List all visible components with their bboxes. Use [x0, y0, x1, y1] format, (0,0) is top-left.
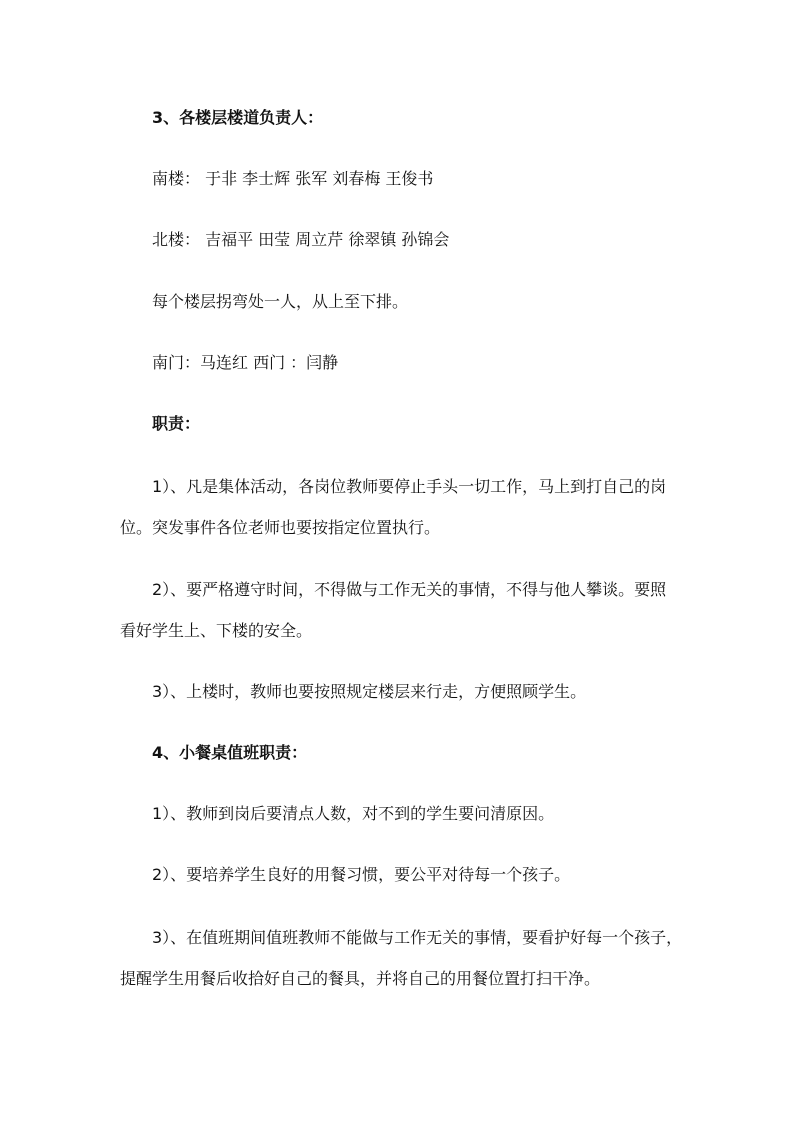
section3-duty2-line1: 2）、要严格遵守时间，不得做与工作无关的事情，不得与他人攀谈。要照	[152, 580, 667, 599]
section3-duty3: 3）、上楼时，教师也要按照规定楼层来行走，方便照顾学生。	[152, 682, 587, 701]
section3-duty1-line1: 1）、凡是集体活动，各岗位教师要停止手头一切工作，马上到打自己的岗	[152, 477, 667, 496]
section4-duty2: 2）、要培养学生良好的用餐习惯，要公平对待每一个孩子。	[152, 865, 571, 884]
section4-heading: 4、小餐桌值班职责：	[152, 743, 308, 762]
section3-duty1-line2: 位。突发事件各位老师也要按指定位置执行。	[120, 518, 441, 537]
duties-heading: 职责：	[152, 414, 201, 433]
section4-duty1: 1）、教师到岗后要清点人数，对不到的学生要问清原因。	[152, 804, 555, 823]
north-building-staff: 北楼： 吉福平 田莹 周立芹 徐翠镇 孙锦会	[152, 230, 450, 249]
gate-staff: 南门：马连红 西门 ：闫静	[152, 353, 339, 372]
section4-duty3-line1: 3）、在值班期间值班教师不能做与工作无关的事情，要看护好每一个孩子，	[152, 928, 683, 947]
section3-duty2-line2: 看好学生上、下楼的安全。	[120, 621, 313, 640]
each-floor-note: 每个楼层拐弯处一人，从上至下排。	[152, 292, 409, 311]
section3-heading: 3、各楼层楼道负责人：	[152, 108, 324, 127]
section4-duty3-line2: 提醒学生用餐后收拾好自己的餐具，并将自己的用餐位置打扫干净。	[120, 969, 601, 988]
south-building-staff: 南楼： 于非 李士辉 张军 刘春梅 王俊书	[152, 169, 434, 188]
